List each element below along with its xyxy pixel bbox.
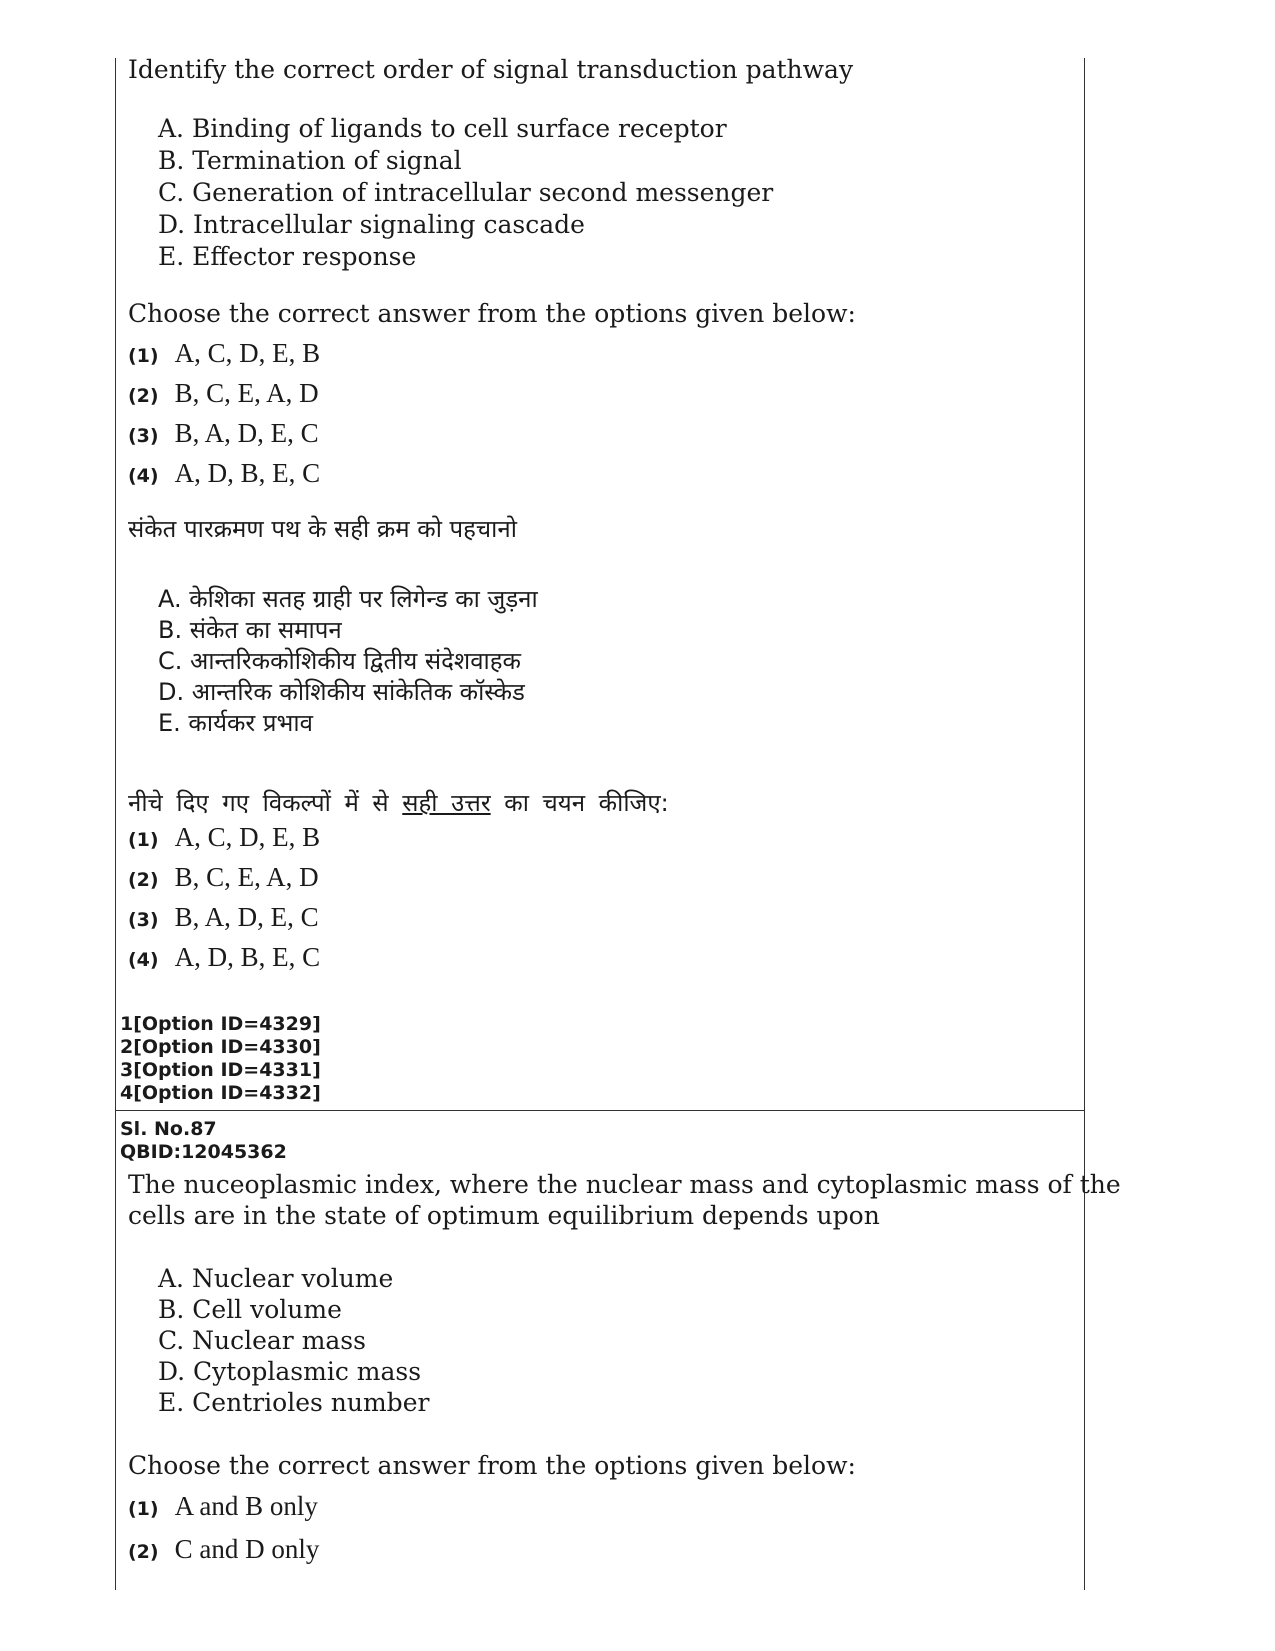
- question-stem-line1: The nuceoplasmic index, where the nuclear mass and cytoplasmic mass of the: [128, 1170, 1121, 1199]
- option-number: (1): [128, 1498, 159, 1520]
- answer-option: [128, 378, 319, 409]
- statement-item: C. Generation of intracellular second messenger: [158, 178, 774, 207]
- statement-item: D. Intracellular signaling cascade: [158, 210, 585, 239]
- statement-item: E. Effector response: [158, 242, 417, 271]
- question-stem-en: Identify the correct order of signal transduction pathway: [128, 55, 854, 84]
- answer-option: [128, 1534, 319, 1565]
- statement-item-hi: D. आन्तरिक कोशिकीय सांकेतिक कॉस्केड: [158, 678, 525, 706]
- option-number: (2): [128, 385, 159, 407]
- statement-item: B. Cell volume: [158, 1295, 342, 1324]
- option-id: 1[Option ID=4329]: [120, 1013, 321, 1035]
- statement-item: E. Centrioles number: [158, 1388, 430, 1417]
- choose-instruction-hi: [128, 786, 669, 819]
- answer-option-hi: [128, 822, 320, 853]
- qbid: QBID:12045362: [120, 1141, 287, 1163]
- statement-item: B. Termination of signal: [158, 146, 462, 175]
- answer-option-hi: [128, 862, 319, 893]
- option-value: C and D only: [174, 1534, 320, 1564]
- option-number: (4): [128, 465, 159, 487]
- option-id: 2[Option ID=4330]: [120, 1036, 321, 1058]
- statement-item: A. Binding of ligands to cell surface receptor: [158, 114, 727, 143]
- statement-item: C. Nuclear mass: [158, 1326, 366, 1355]
- statement-item-hi: A. केशिका सतह ग्राही पर लिगेन्ड का जुड़ना: [158, 585, 538, 613]
- answer-option: [128, 458, 320, 489]
- option-value: A and B only: [174, 1491, 318, 1521]
- answer-option: [128, 338, 320, 369]
- choose-hi-pre: नीचे दिए गए विकल्पों में से: [128, 789, 403, 817]
- answer-option: [128, 1491, 318, 1522]
- question-stem-hi: संकेत पारक्रमण पथ के सही क्रम को पहचानो: [128, 515, 517, 543]
- option-value: A, D, B, E, C: [174, 458, 321, 488]
- option-value: B, C, E, A, D: [174, 378, 319, 408]
- option-value: A, C, D, E, B: [174, 822, 321, 852]
- answer-option-hi: [128, 902, 319, 933]
- statement-item-hi: C. आन्तरिककोशिकीय द्वितीय संदेशवाहक: [158, 647, 521, 675]
- choose-instruction-en: Choose the correct answer from the options given below:: [128, 1451, 856, 1480]
- option-value: A, D, B, E, C: [174, 942, 321, 972]
- option-value: A, C, D, E, B: [174, 338, 321, 368]
- statement-item-hi: E. कार्यकर प्रभाव: [158, 709, 313, 737]
- choose-instruction-en: Choose the correct answer from the options given below:: [128, 299, 856, 328]
- option-number: (3): [128, 909, 159, 931]
- option-number: (2): [128, 1541, 159, 1563]
- option-value: B, C, E, A, D: [174, 862, 319, 892]
- option-number: (3): [128, 425, 159, 447]
- option-number: (4): [128, 949, 159, 971]
- option-number: (1): [128, 345, 159, 367]
- question-stem-line2: cells are in the state of optimum equilibrium depends upon: [128, 1201, 880, 1230]
- option-number: (1): [128, 829, 159, 851]
- serial-number: Sl. No.87: [120, 1118, 217, 1140]
- option-id: 4[Option ID=4332]: [120, 1082, 321, 1104]
- answer-option-hi: [128, 942, 320, 973]
- statement-item: A. Nuclear volume: [158, 1264, 394, 1293]
- option-value: B, A, D, E, C: [174, 902, 319, 932]
- option-id: 3[Option ID=4331]: [120, 1059, 321, 1081]
- statement-item-hi: B. संकेत का समापन: [158, 616, 342, 644]
- choose-hi-post: का चयन कीजिए:: [490, 789, 669, 817]
- statement-item: D. Cytoplasmic mass: [158, 1357, 422, 1386]
- option-value: B, A, D, E, C: [174, 418, 319, 448]
- choose-hi-underlined: सही उत्तर: [402, 789, 491, 817]
- option-number: (2): [128, 869, 159, 891]
- answer-option: [128, 418, 319, 449]
- question-separator: [115, 1110, 1085, 1111]
